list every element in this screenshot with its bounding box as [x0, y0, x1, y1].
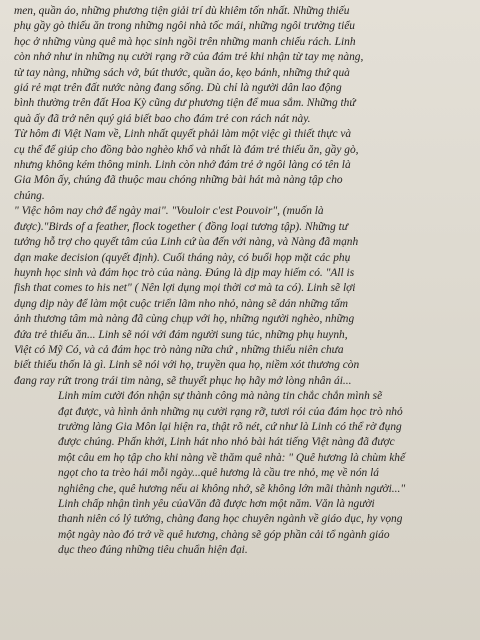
- text-line: men, quần áo, những phương tiện giải trí dù khiêm tốn nhất. Những thiếu: [14, 5, 350, 17]
- text-line: quà ấy đã trở nên quý giá biết bao cho đám trẻ con rách nát này.: [14, 112, 311, 125]
- paragraph: [14, 497, 460, 559]
- text-line: được chúng. Phấn khởi, Linh hát nho nhỏ bài hát tiếng Việt nàng đã được: [58, 436, 395, 449]
- text-line: còn nhớ như in những nụ cười rạng rỡ của đám trẻ khi nhận từ tay mẹ nàng,: [14, 51, 364, 64]
- text-line: huynh học sinh và đám học trò của nàng. Đúng là dịp may hiếm có. "All is: [14, 266, 355, 279]
- text-line: thanh niên có lý tưởng, chàng đang học chuyên ngành về giáo dục, hy vọng: [58, 513, 403, 526]
- text-line: đang ray rứt trong trái tim nàng, sẽ thuyết phục họ hãy mở lòng nhân ái...: [14, 374, 352, 387]
- text-line: Việt có Mỹ Có, và cả đám học trò nàng nữa chứ , những thiếu niên chưa: [14, 343, 344, 356]
- text-line: ảnh thương tâm mà nàng đã cùng chụp với họ, những người nghèo, những: [14, 313, 355, 326]
- text-line: trường làng Gia Môn lại hiện ra, thật rõ nét, cứ như là Linh có thể rờ đụng: [58, 420, 402, 433]
- text-line: một ngày nào đó trở về quê hương, chàng sẽ góp phần cải tổ ngành giáo: [58, 528, 390, 541]
- text-line: dục theo đúng những tiêu chuẩn hiện đại.: [58, 544, 248, 557]
- text-line: " Việc hôm nay chớ để ngày mai". "Vouloir c'est Pouvoir", (muốn là: [14, 205, 324, 218]
- text-line: tưởng hỗ trợ cho quyết tâm của Linh cứ ùa đến với nàng, và Nàng đã mạnh: [14, 236, 359, 249]
- text-line: giá rẻ mạt trên đất nước nàng đang sống. Dù chỉ là người dân lao động: [14, 82, 342, 95]
- text-line: chúng.: [14, 189, 45, 202]
- text-line: bình thường trên đất Hoa Kỳ cũng dư phương tiện để mua sắm. Những thứ: [14, 97, 356, 110]
- paragraph: [14, 389, 460, 497]
- text-line: dụng dịp này để làm một cuộc triển lãm nho nhỏ, nàng sẽ dán những tấm: [14, 297, 348, 310]
- text-line: từ tay nàng, những sách vở, bút thước, quần áo, kẹo bánh, những thứ quà: [14, 66, 350, 79]
- text-line: Linh mỉm cười đón nhận sự thành công mà nàng tin chắc chắn mình sẽ: [58, 390, 383, 403]
- paragraph: [14, 4, 460, 127]
- text-line: Gia Môn ấy, chúng đã thuộc mau chóng những bài hát mà nàng tập cho: [14, 174, 343, 187]
- paragraph: [14, 204, 460, 389]
- text-line: Linh chấp nhận tình yêu củaVăn đã được hơn một năm. Văn là người: [58, 498, 375, 510]
- text-line: phụ gầy gò thiếu ăn trong những ngôi nhà tốc mái, những ngôi trường tiểu: [14, 20, 356, 33]
- text-line: fish that comes to his net" ( Nên lợi dụng mọi thời cơ mà ta có). Linh sẽ lợi: [14, 282, 356, 295]
- document-body: [14, 4, 460, 559]
- text-line: Từ hôm đi Việt Nam về, Linh nhất quyết phải làm một việc gì thiết thực và: [14, 128, 352, 141]
- text-line: đứa trẻ thiếu ăn... Linh sẽ nói với đám người sung túc, những phụ huynh,: [14, 328, 348, 341]
- paragraph: [14, 127, 460, 204]
- text-line: đạt được, và hình ảnh những nụ cười rạng rỡ, tươi rói của đám học trò nhỏ: [58, 405, 403, 418]
- text-line: nghiêng che, quê hương nếu ai không nhớ, sẽ không lớn mãi thành người...": [58, 482, 406, 495]
- text-line: được)."Birds of a feather, flock together ( đồng loại tương tập). Những tư: [14, 220, 349, 233]
- text-line: cụ thể để giúp cho đồng bào nghèo khổ và nhất là đám trẻ thiếu ăn, gầy gò,: [14, 143, 359, 156]
- text-line: dạn make decision (quyết định). Cuối tháng này, có buổi họp mặt các phụ: [14, 251, 351, 264]
- text-line: một câu em họ tập cho khi nàng về thăm quê nhà: " Quê hương là chùm khế: [58, 451, 406, 464]
- text-line: học ở những vùng quê mà học sinh ngồi trên những manh chiếu rách. Linh: [14, 35, 356, 48]
- text-line: nhưng không kém thông minh. Linh còn nhớ đám trẻ ở ngôi làng có tên là: [14, 159, 351, 172]
- text-line: ngọt cho ta trèo hái mỗi ngày...quê hương là cầu tre nhỏ, mẹ về nón lá: [58, 467, 379, 480]
- text-line: biết thiếu thốn là gì. Linh sẽ nói với họ, truyền qua họ, niềm xót thương còn: [14, 359, 360, 372]
